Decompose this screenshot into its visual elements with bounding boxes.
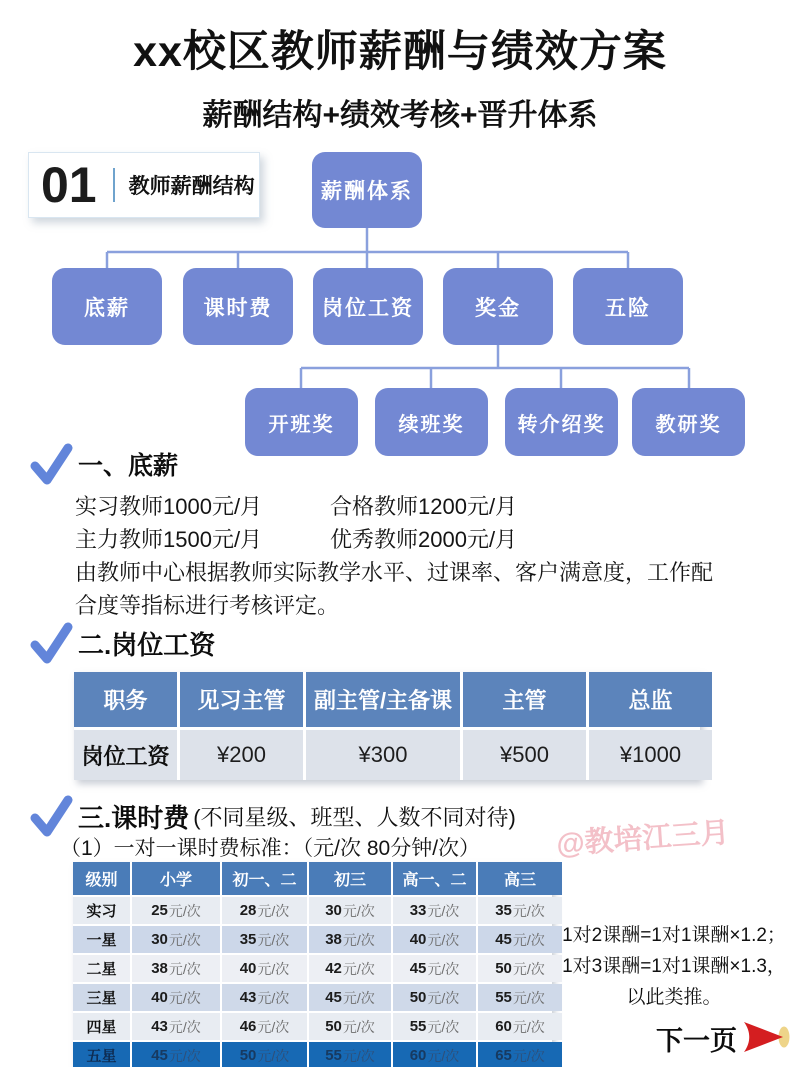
value-cell: ¥200	[180, 730, 303, 780]
class-fee-subheading: （1）一对一课时费标准：（元/次 80分钟/次）	[60, 837, 481, 860]
note-line: 1对2课酬=1对1课酬×1.2；	[562, 925, 786, 946]
fee-unit: 元/次	[342, 902, 375, 919]
org-bonus-node-2: 续班奖	[375, 388, 488, 456]
value-cell: ¥300	[306, 730, 460, 780]
class-fee-ratio-note	[548, 920, 800, 1013]
fee-unit: 元/次	[427, 1018, 460, 1035]
fee-number: 45	[325, 989, 342, 1006]
note-line: 1对3课酬=1对1课酬×1.3，	[562, 956, 786, 977]
fee-number: 40	[409, 931, 427, 948]
header-cell: 主管	[463, 672, 586, 727]
fee-unit: 元/次	[342, 960, 375, 977]
fee-unit: 元/次	[342, 1018, 375, 1035]
salary-line: 合格教师1200元/月	[330, 494, 518, 519]
header-cell: 总监	[589, 672, 712, 727]
fee-unit: 元/次	[257, 1047, 290, 1064]
fee-number: 50	[409, 989, 427, 1006]
next-page-button[interactable]	[656, 1018, 791, 1058]
section-base-salary-heading	[28, 441, 178, 487]
fee-number: 50	[325, 1018, 342, 1035]
table-row	[73, 984, 552, 1011]
fee-unit: 元/次	[427, 960, 460, 977]
value-cell	[309, 984, 391, 1011]
fee-number: 50	[495, 960, 512, 977]
value-cell	[393, 1013, 476, 1040]
value-cell	[132, 897, 220, 924]
fee-unit: 元/次	[257, 1018, 290, 1035]
fee-number: 38	[151, 960, 168, 977]
fee-unit: 元/次	[257, 931, 290, 948]
section-post-salary-heading	[28, 620, 215, 666]
fee-number: 43	[239, 989, 257, 1006]
check-icon	[28, 441, 74, 487]
fee-number: 65	[495, 1047, 512, 1064]
header-cell: 初三	[309, 862, 391, 895]
fee-number: 45	[495, 931, 512, 948]
org-node-1: 底薪	[52, 268, 162, 345]
value-cell	[393, 955, 476, 982]
heading-text: 二.岗位工资	[78, 629, 216, 660]
table-row	[74, 730, 700, 780]
fee-unit: 元/次	[427, 989, 460, 1006]
org-node-5: 五险	[573, 268, 683, 345]
value-cell	[309, 1013, 391, 1040]
header-cell: 初一、二	[222, 862, 307, 895]
table-row	[73, 897, 552, 924]
fee-number: 40	[239, 960, 257, 977]
value-cell	[309, 897, 391, 924]
org-node-3: 岗位工资	[313, 268, 423, 345]
value-cell	[222, 1042, 307, 1067]
fee-number: 35	[239, 931, 257, 948]
fee-number: 38	[325, 931, 342, 948]
heading-note: (不同星级、班型、人数不同对待)	[193, 804, 516, 830]
heading-text: 三.课时费	[78, 802, 190, 833]
salary-line: 主力教师1500元/月	[75, 527, 263, 552]
org-bonus-node-4: 教研奖	[632, 388, 745, 456]
fee-number: 55	[495, 989, 512, 1006]
fee-unit: 元/次	[512, 902, 545, 919]
fee-unit: 元/次	[342, 989, 375, 1006]
badge-label: 教师薪酬结构	[128, 175, 255, 198]
value-cell	[309, 926, 391, 953]
fee-unit: 元/次	[512, 1018, 545, 1035]
fee-number: 60	[409, 1047, 427, 1064]
value-cell	[393, 984, 476, 1011]
header-cell: 见习主管	[180, 672, 303, 727]
fee-unit: 元/次	[168, 902, 201, 919]
value-cell	[132, 955, 220, 982]
fee-unit: 元/次	[257, 902, 290, 919]
fee-unit: 元/次	[168, 1047, 201, 1064]
table-row	[73, 1042, 552, 1067]
row-label-cell: 一星	[73, 926, 130, 953]
value-cell	[132, 926, 220, 953]
fee-number: 55	[409, 1018, 427, 1035]
table-header-row	[73, 862, 552, 895]
value-cell	[222, 955, 307, 982]
fee-unit: 元/次	[168, 960, 201, 977]
badge-number: 01	[41, 157, 97, 213]
heading-text: 一、底薪	[78, 452, 179, 480]
table-header-row	[74, 672, 700, 727]
fee-unit: 元/次	[427, 902, 460, 919]
fee-number: 40	[151, 989, 168, 1006]
fee-number: 42	[325, 960, 342, 977]
fee-number: 60	[495, 1018, 512, 1035]
value-cell	[309, 955, 391, 982]
section-badge	[28, 152, 260, 218]
value-cell	[478, 1042, 562, 1067]
fee-number: 28	[239, 902, 257, 919]
row-label-cell: 二星	[73, 955, 130, 982]
fee-unit: 元/次	[257, 989, 290, 1006]
fee-unit: 元/次	[342, 1047, 375, 1064]
post-salary-table	[74, 672, 700, 780]
table-row	[73, 955, 552, 982]
value-cell: ¥500	[463, 730, 586, 780]
org-bonus-node-1: 开班奖	[245, 388, 358, 456]
badge-divider	[113, 168, 115, 202]
salary-line: 实习教师1000元/月	[75, 494, 263, 519]
value-cell	[478, 1013, 562, 1040]
fee-number: 45	[409, 960, 427, 977]
header-cell: 级别	[73, 862, 130, 895]
fee-unit: 元/次	[427, 931, 460, 948]
fee-number: 46	[239, 1018, 257, 1035]
row-label-cell: 实习	[73, 897, 130, 924]
value-cell	[222, 897, 307, 924]
class-fee-table	[73, 862, 552, 1067]
fee-unit: 元/次	[168, 931, 201, 948]
page-subtitle: 薪酬结构+绩效考核+晋升体系	[202, 99, 598, 132]
fee-unit: 元/次	[168, 1018, 201, 1035]
header-cell: 职务	[74, 672, 177, 727]
value-cell	[393, 897, 476, 924]
fee-unit: 元/次	[512, 960, 545, 977]
header-cell: 小学	[132, 862, 220, 895]
row-label-cell: 四星	[73, 1013, 130, 1040]
header-cell: 副主管/主备课	[306, 672, 460, 727]
next-page-arrow-icon	[741, 1018, 791, 1058]
value-cell	[309, 1042, 391, 1067]
value-cell	[222, 984, 307, 1011]
fee-unit: 元/次	[257, 960, 290, 977]
org-node-2: 课时费	[183, 268, 293, 345]
note-line: 以此类推。	[626, 987, 722, 1008]
value-cell: ¥1000	[589, 730, 712, 780]
fee-unit: 元/次	[512, 989, 545, 1006]
org-node-root: 薪酬体系	[312, 152, 422, 228]
org-node-4: 奖金	[443, 268, 553, 345]
salary-line: 优秀教师2000元/月	[330, 527, 518, 552]
org-bonus-node-3: 转介绍奖	[505, 388, 618, 456]
value-cell	[132, 984, 220, 1011]
row-label-cell: 岗位工资	[74, 730, 177, 780]
table-row	[73, 1013, 552, 1040]
fee-number: 43	[151, 1018, 168, 1035]
watermark: @教培江三月	[555, 816, 731, 861]
fee-unit: 元/次	[512, 1047, 545, 1064]
fee-number: 33	[409, 902, 427, 919]
fee-number: 30	[325, 902, 342, 919]
value-cell	[393, 926, 476, 953]
header-cell: 高三	[478, 862, 562, 895]
header-cell: 高一、二	[393, 862, 476, 895]
fee-number: 45	[151, 1047, 168, 1064]
check-icon	[28, 620, 74, 666]
value-cell	[393, 1042, 476, 1067]
fee-unit: 元/次	[342, 931, 375, 948]
fee-unit: 元/次	[512, 931, 545, 948]
fee-number: 35	[495, 902, 512, 919]
value-cell	[132, 1042, 220, 1067]
table-body	[73, 897, 552, 1067]
fee-number: 55	[325, 1047, 342, 1064]
table-row	[73, 926, 552, 953]
fee-unit: 元/次	[168, 989, 201, 1006]
next-page-label: 下一页	[656, 1025, 737, 1056]
value-cell	[132, 1013, 220, 1040]
fee-unit: 元/次	[427, 1047, 460, 1064]
row-label-cell: 五星	[73, 1042, 130, 1067]
row-label-cell: 三星	[73, 984, 130, 1011]
base-salary-note: 由教师中心根据教师实际教学水平、过课率、客户满意度，工作配合度等指标进行考核评定。	[75, 560, 714, 618]
value-cell	[222, 926, 307, 953]
page-title: xx校区教师薪酬与绩效方案	[133, 28, 667, 76]
fee-number: 50	[239, 1047, 257, 1064]
value-cell	[222, 1013, 307, 1040]
fee-number: 30	[151, 931, 168, 948]
fee-number: 25	[151, 902, 168, 919]
